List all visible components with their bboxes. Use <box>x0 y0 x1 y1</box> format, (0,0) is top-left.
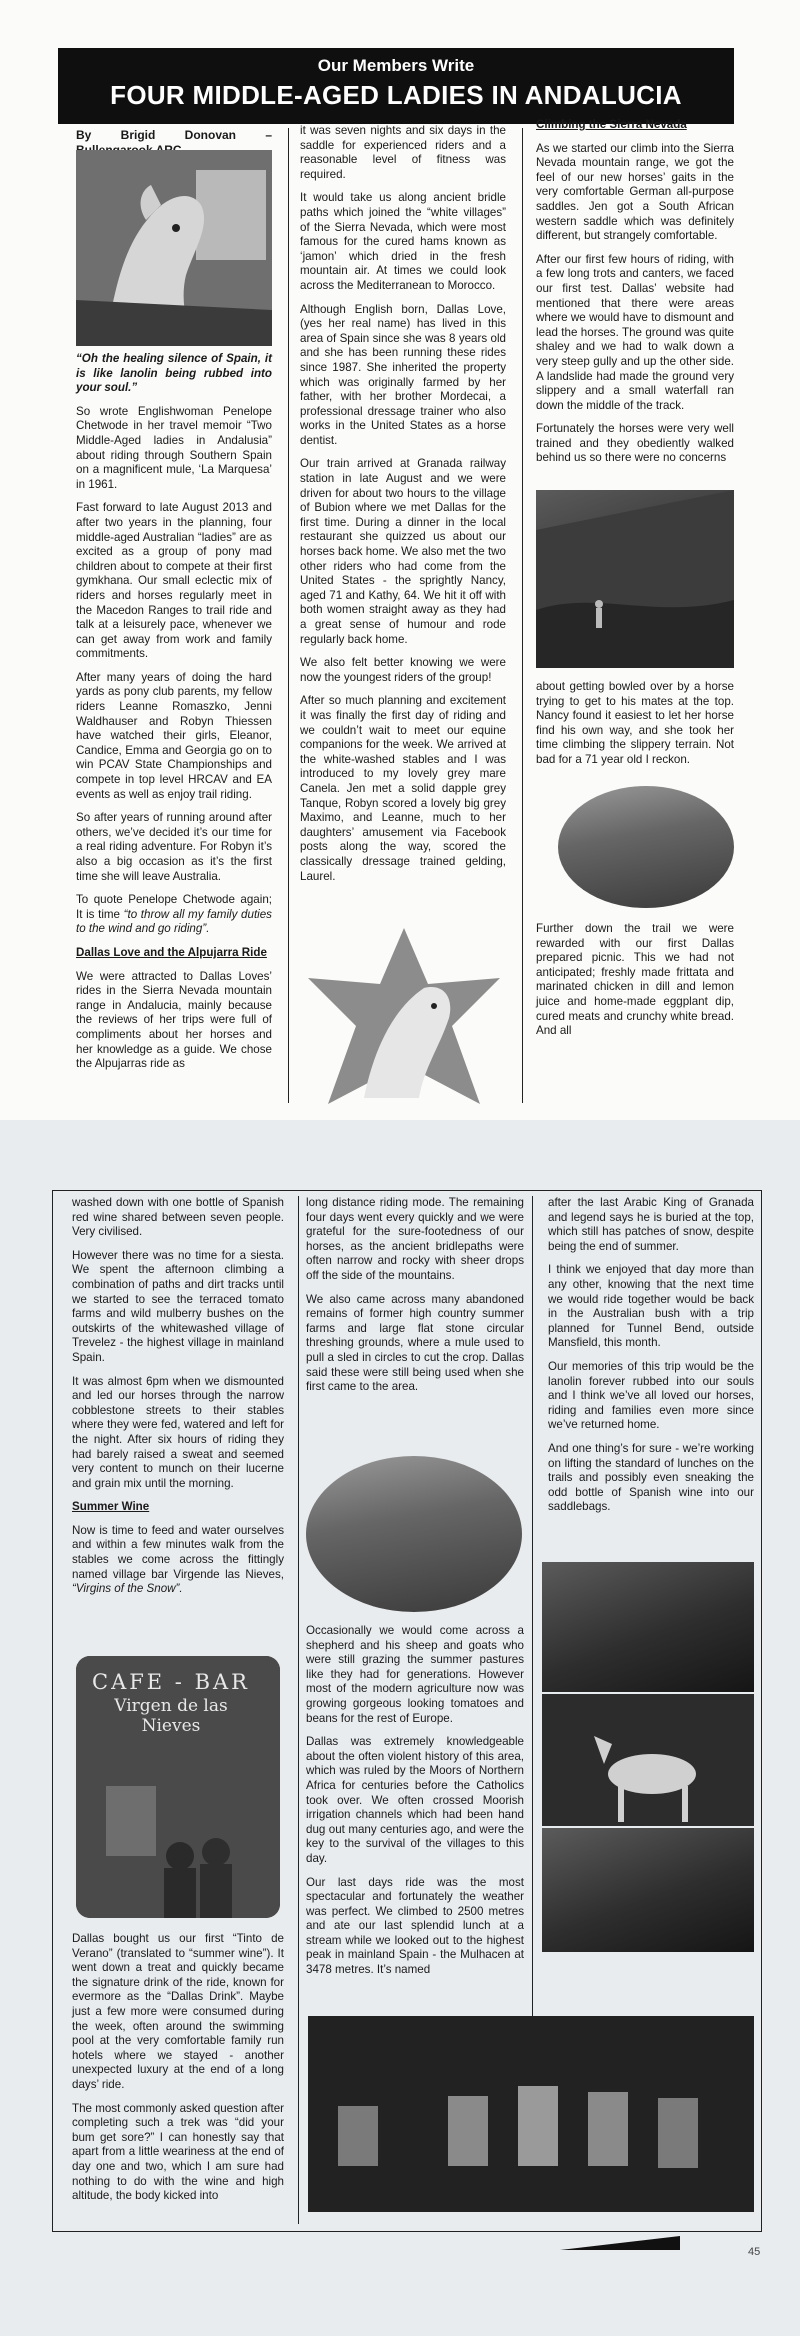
article-title: FOUR MIDDLE-AGED LADIES IN ANDALUCIA <box>110 80 682 110</box>
cafe-sign-line-2: Virgen de las Nieves <box>114 1696 228 1736</box>
byline: By Brigid Donovan – <box>76 128 272 142</box>
paragraph: long distance riding mode. The remaining four days went every quickly and we were grateful for the sure-footedness of our horses, as the ancient bridlepaths were often narrow and rocky with sheer drops off the side of the mountains. <box>306 1196 524 1282</box>
subheading-summer-wine: Summer Wine <box>72 1500 150 1514</box>
horse-head-illustration <box>76 150 272 346</box>
page2-column-3 <box>548 1196 754 1524</box>
cafe-sign-line-1: CAFE - BAR <box>92 1670 250 1694</box>
paragraph: washed down with one bottle of Spanish red wine shared between seven people. Very civilised. <box>72 1196 284 1239</box>
paragraph: Occasionally we would come across a shepherd and his sheep and goats who were still grazing the summer pastures like they had for generations. However most of the modern agriculture now was growing gorgeous looking tomatoes and beans for the rest of Europe. <box>306 1624 524 1725</box>
paragraph: And one thing’s for sure - we’re working on lifting the standard of lunches on the trails and possibly even sneaking the odd bottle of Spanish wine into our saddlebags. <box>548 1441 754 1514</box>
picnic-photo <box>558 786 734 908</box>
riders-trail-photo <box>542 1828 754 1952</box>
column-divider <box>298 1196 299 2224</box>
paragraph: So after years of running around after others, we’ve decided it’s our time for a real riding adventure. For Robyn it’s also a big occasion as it’s the first time she will leave Australia. <box>76 811 272 883</box>
paragraph: Dallas was extremely knowledgeable about the often violent history of this area, which was ruled by the Moors of Northern Africa for centuries before the Catholics took over. We often crossed Moorish irrigation channels which had been hand dug out many centuries ago, and were the key to the survival of the villages to this day. <box>306 1735 524 1865</box>
paragraph: The most commonly asked question after completing such a trek was “did your bum get sore?” I can honestly say that apart from a little weariness at the end of day one and two, which I am sure had nothing to do with the wine and high altitude, the body kicked into <box>72 2101 285 2203</box>
star-shaped-horse-image <box>304 928 504 1108</box>
section-kicker: Our Members Write <box>317 56 475 75</box>
grey-horse-illustration <box>542 1694 754 1826</box>
paragraph: It was almost 6pm when we dismounted and led our horses through the narrow cobblestone streets to their stables where they were fed, watered and left for the night. After six hours of riding they had barely raised a sweat and seemed very content to munch on their lucerne and grain mix until the morning. <box>72 1374 284 1490</box>
cafe-sign <box>86 1670 256 1736</box>
page2-column-1-continued <box>72 1932 284 2213</box>
paragraph: about getting bowled over by a horse trying to get to his mates at the top. Nancy found it easiest to let her horse find his own way, and she took her time climbing the slippery terrain. Not bad for a 71 year old I reckon. <box>536 680 734 766</box>
horse-head-photo <box>76 150 272 346</box>
paragraph: it was seven nights and six days in the saddle for experienced riders and a reasonable level of fitness was required. <box>300 124 506 181</box>
mountain-trail-photo <box>536 490 734 668</box>
paragraph: Fast forward to late August 2013 and after two years in the planning, four middle-aged Australian “ladies” are as excited as a group of pony mad children about to compete at their first gymkhana. Our small eclectic mix of riders and horses regularly meet in the Macedon Ranges to trail ride and talk at a leisurely pace, whenever we can get away from work and family commitments. <box>76 501 272 661</box>
opening-quote: “Oh the healing silence of Spain, it is like lanolin being rubbed into your soul.” <box>76 352 272 395</box>
paragraph: We also felt better knowing we were now the youngest riders of the group! <box>300 656 506 684</box>
subheading-dallas-love: Dallas Love and the Alpujarra Ride <box>76 945 267 959</box>
paragraph: Now is time to feed and water ourselves and within a few minutes walk from the stables we come across the fittingly named village bar Virgende las Nieves, “Virgins of the Snow”. <box>72 1523 284 1596</box>
page-number: 45 <box>748 2246 761 2258</box>
column-3-end <box>536 922 734 1048</box>
paragraph: after the last Arabic King of Granada and legend says he is buried at the top, which still has patches of snow, despite being the end of summer. <box>548 1196 754 1253</box>
column-2 <box>300 124 506 893</box>
column-1-text <box>76 352 272 1081</box>
column-divider <box>532 1196 533 2016</box>
paragraph: Dallas bought us our first “Tinto de Verano” (translated to “summer wine”). It went down a treat and quickly became the signature drink of the ride, known for evermore as the “Dallas Drink”. Maybe just a few more were consumed during the week, often around the swimming pool at the very comfortable family run hotels where we stayed - another unexpected luxury at the end of a long days’ ride. <box>72 1932 284 2091</box>
column-3-continued <box>536 680 734 777</box>
paragraph: To quote Penelope Chetwode again; It is time “to throw all my family duties to the wind and go riding”. <box>76 893 272 936</box>
paragraph: After many years of doing the hard yards as pony club parents, my fellow riders Leanne Romaszko, Jenni Waldhauser and Robyn Thiessen have watched their girls, Eleanor, Candice, Emma and Georgia go on to win PCAV State Championships and compete in top level HRCAV and EA events as well as enjoy trail riding. <box>76 670 272 801</box>
paragraph: Our last days ride was the most spectacular and fortunately the weather was perfect. We climbed to 2500 metres and ate our last splendid lunch at a stream while we looked out to the highest peak in mainland Spain - the Mulhacen at 3478 metres. It’s named <box>306 1875 524 1977</box>
paragraph: After so much planning and excitement it was finally the first day of riding and we couldn’t wait to meet our equine companions for the week. We arrived at the white-washed stables and I was introduced to my lovely grey mare Canela. Jen met a solid dapple grey Tanque, Robyn scored a lovely big grey Maximo, and Leanne, much to her daughters’ amusement via Facebook posts along the way, scored the classically dressage trained gelding, Laurel. <box>300 694 506 883</box>
group-of-riders-illustration <box>308 2016 754 2212</box>
paragraph: Further down the trail we were rewarded with our first Dallas prepared picnic. This we had not anticipated; freshly made frittata and marinated chicken in dill and lemon juice and home-made eggplant dip, cured meats and crunchy white bread. And all <box>536 922 734 1038</box>
rider-on-slope-illustration <box>536 490 734 668</box>
page2-column-2 <box>306 1196 524 1404</box>
column-3 <box>536 118 734 475</box>
page2-column-2-continued <box>306 1624 524 1987</box>
riders-on-hill-photo <box>542 1562 754 1692</box>
paragraph: We were attracted to Dallas Loves’ rides in the Sierra Nevada mountain range in Andalucia, mainly because the reviews of her trips were full of compliments about her horses and her knowledge as a guide. We chose the Alpujarras ride as <box>76 969 272 1071</box>
paragraph: I think we enjoyed that day more than any other, knowing that the next time we would ride together would be back in the Australian bush with a trip planned for Tunnel Bend, outside Mansfield, this month. <box>548 1263 754 1350</box>
paragraph: Fortunately the horses were very well trained and they obediently walked behind us so there were no concerns <box>536 422 734 465</box>
paragraph: Our memories of this trip would be the lanolin forever rubbed into our souls and I think we’ve all loved our horses, riding and families even more since we’ve returned home. <box>548 1359 754 1432</box>
paragraph: Although English born, Dallas Love, (yes her real name) has lived in this area of Spain since she was 8 years old and she has been running these rides since 1987. She inherited the property which was originally farmed by her father, with her brother Mordecai, a professional dressage trainer who also works in the United States as a horse dentist. <box>300 302 506 447</box>
page-one <box>0 0 800 1120</box>
column-divider <box>288 128 289 1103</box>
star-horse-photo <box>304 928 504 1108</box>
subheading-climbing: Climbing the Sierra Nevada <box>536 118 687 131</box>
column-divider <box>522 128 523 1103</box>
paragraph: We also came across many abandoned remains of former high country summer farms and large flat stone circular threshing grounds, where a mule used to pull a sled in circles to cut the crop. Dallas said these were still being used when she first came to the area. <box>306 1292 524 1394</box>
threshing-ground-photo <box>306 1456 522 1612</box>
paragraph: As we started our climb into the Sierra Nevada mountain range, we got the feel of our new horses’ gaits in the very comfortable German all-purpose saddles. Jen got a South African western saddle which was definitely different, but strangely comfortable. <box>536 141 734 243</box>
page-corner-decoration <box>560 2236 680 2250</box>
paragraph: Our train arrived at Granada railway station in late August and we were driven for about two hours to the village of Bubion where we met Dallas for the first time. During a dinner in the local restaurant she quizzed us about our horses back home. We also met the two other riders who had come from the United States - the sprightly Nancy, aged 71 and Kathy, 64. We hit it off with both women straight away as they had a great sense of humour and rode regularly back home. <box>300 457 506 646</box>
paragraph: It would take us along ancient bridle paths which joined the “white villages” of the Sierra Nevada, which were most famous for the cured hams known as ‘jamon’ which dried in the fresh mountain air. At times we could look across the Mediterranean to Morocco. <box>300 191 506 292</box>
paragraph: So wrote Englishwoman Penelope Chetwode in her travel memoir “Two Middle-Aged ladies in Andalusia” about riding through Southern Spain on a magnificent mule, ‘La Marquesa’ in 1961. <box>76 404 272 491</box>
article-banner <box>58 48 734 124</box>
grey-horse-photo <box>542 1694 754 1826</box>
group-riders-photo <box>308 2016 754 2212</box>
paragraph: However there was no time for a siesta. We spent the afternoon climbing a combination of paths and dirt tracks until we started to see the terraced tomato farms and wild mulberry bushes on the outskirts of the whitewashed village of Trevelez - the highest village in mainland Spain. <box>72 1248 284 1364</box>
paragraph: After our first few hours of riding, with a few long trots and canters, we faced our first test. Dallas’ website had mentioned that there were areas where we would have to dismount and lead the horses. The ground was quite shaley and we had to walk down a very steep gully and up the other side. A landslide had made the ground very slippery and a small waterfall ran down the middle of the track. <box>536 252 734 412</box>
page2-column-1 <box>72 1196 284 1606</box>
